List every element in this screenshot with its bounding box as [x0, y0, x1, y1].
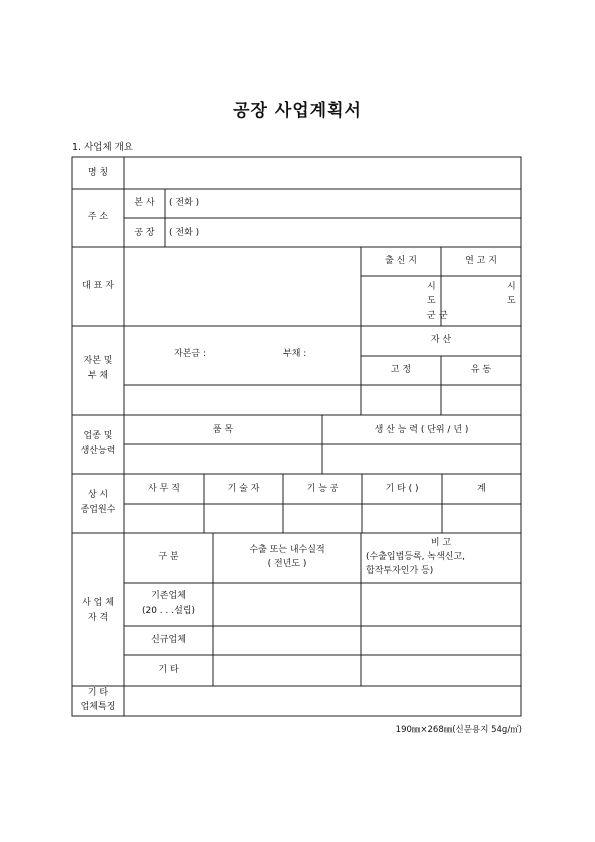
label-address: 주 소 [87, 212, 109, 222]
label-qualification-1: 사 업 체 [82, 598, 114, 608]
label-remarks-2: (수출입법등록, 녹색신고, [366, 552, 466, 562]
label-assets: 자 산 [430, 335, 452, 345]
label-birthplace: 출 신 지 [385, 256, 417, 266]
head-office-phone: ( 전화 ) [169, 198, 200, 208]
label-contact-place: 연 고 지 [465, 256, 497, 266]
label-capital-1: 자본 및 [83, 356, 113, 366]
contact-gun: 군 [439, 311, 448, 321]
label-export-1: 수출 또는 내수실적 [249, 545, 325, 555]
label-total: 계 [477, 484, 486, 494]
label-industry-2: 생산능력 [80, 446, 116, 456]
label-representative: 대 표 자 [82, 281, 114, 291]
birthplace-do: 도 [427, 296, 436, 306]
label-office-staff: 사 무 직 [148, 484, 180, 494]
label-skilled-workers: 기 능 공 [306, 484, 339, 494]
label-features-1: 기 타 [87, 688, 109, 698]
label-remarks-3: 합작투자인가 등) [366, 566, 434, 576]
label-industry-1: 업종 및 [83, 431, 113, 441]
label-current-assets: 유 동 [470, 365, 492, 375]
birthplace-gun: 군 [427, 311, 436, 321]
label-existing-2: (20 . . .설립) [141, 606, 196, 616]
label-name: 명 칭 [87, 168, 109, 178]
label-factory: 공 장 [134, 228, 155, 238]
label-capacity: 생 산 능 력 ( 단위 / 년 ) [374, 425, 469, 435]
contact-si: 시 [507, 282, 516, 292]
label-head-office: 본 사 [134, 198, 155, 208]
birthplace-si: 시 [427, 282, 436, 292]
label-qualification-2: 자 격 [87, 613, 109, 623]
label-fixed-assets: 고 정 [390, 365, 412, 375]
label-other-staff: 기 타 ( ) [385, 484, 419, 494]
label-employees-2: 종업원수 [80, 505, 116, 515]
debt-amount: 부채 : [283, 349, 307, 359]
label-remarks-1: 비 고 [430, 538, 452, 548]
label-new-company: 신규업체 [151, 635, 186, 645]
factory-phone: ( 전화 ) [169, 228, 200, 238]
label-category: 구 분 [158, 552, 179, 562]
label-product: 품 목 [212, 425, 234, 435]
label-other: 기 타 [158, 665, 179, 675]
contact-do: 도 [507, 296, 516, 306]
label-export-2: ( 전년도 ) [267, 559, 307, 569]
paper-spec: 190㎜×268㎜(신문용지 54g/㎡) [395, 725, 522, 735]
capital-amount: 자본금 : [174, 349, 206, 359]
label-capital-2: 부 채 [87, 371, 109, 381]
label-existing-1: 기존업체 [151, 591, 186, 601]
label-technicians: 기 술 자 [227, 484, 260, 494]
label-employees-1: 상 시 [87, 490, 109, 500]
page-title: 공장 사업계획서 [233, 101, 362, 121]
section-heading: 1. 사업체 개요 [72, 142, 133, 153]
label-features-2: 업체특징 [80, 702, 116, 712]
